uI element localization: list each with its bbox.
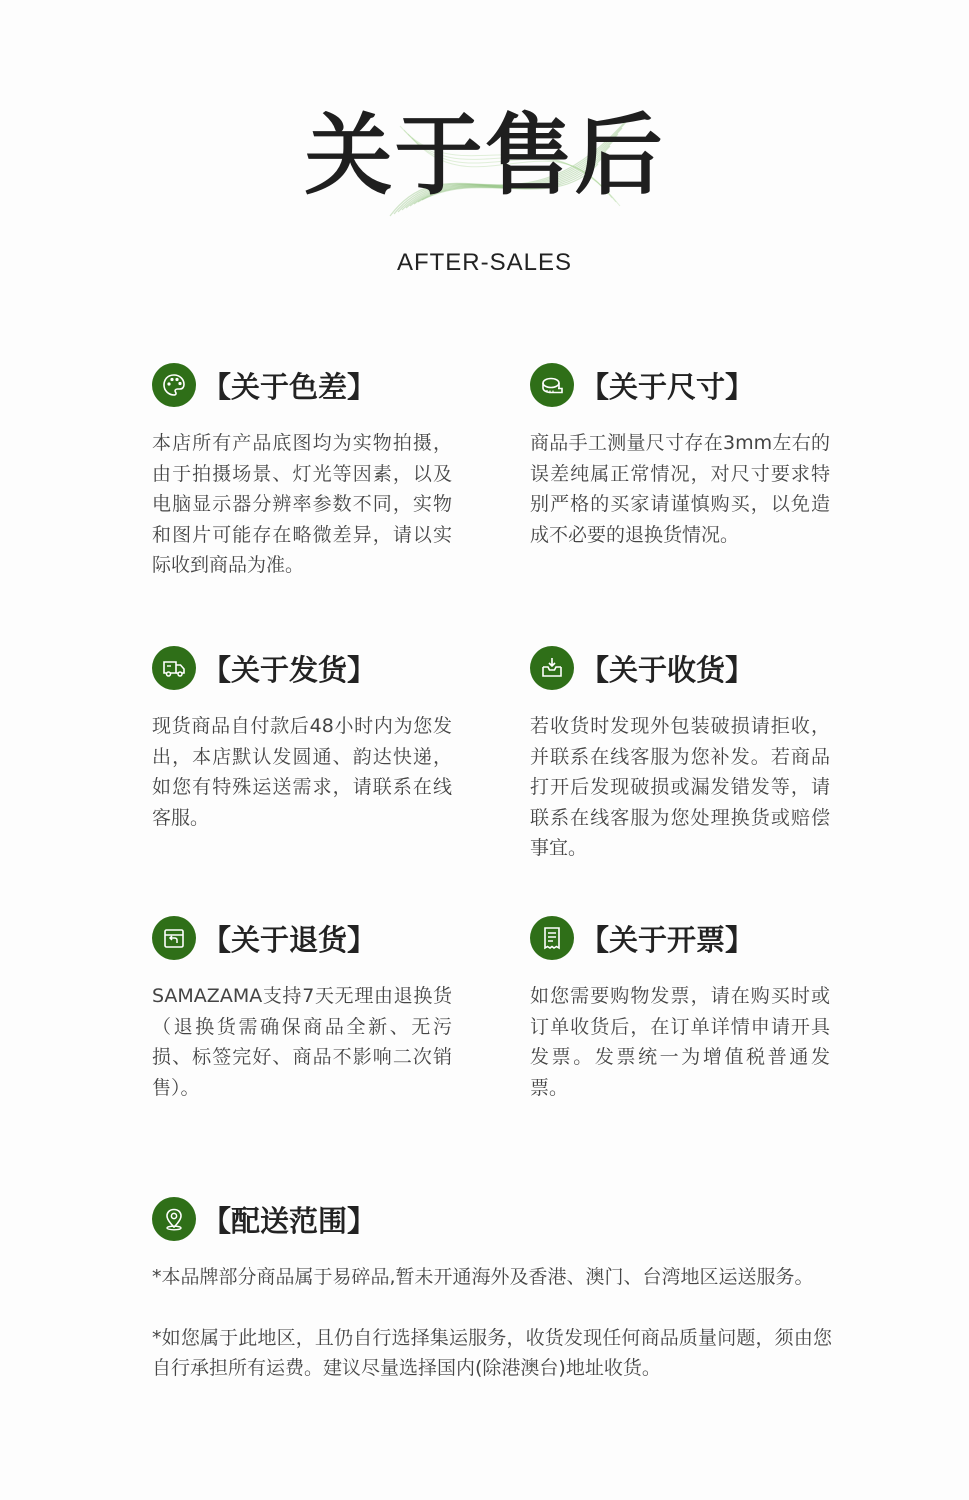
section-body: [530, 428, 830, 550]
section-text: 现货商品自付款后48小时内为您发出，本店默认发圆通、韵达快递，如您有特殊运送需求，请联系在线客服。: [152, 715, 452, 829]
section-size: [530, 362, 830, 550]
section-header: [152, 1196, 832, 1242]
section-title: 【配送范围】: [202, 1203, 377, 1238]
section-body: [530, 981, 830, 1103]
page-title: 关于售后: [304, 104, 665, 207]
palette-icon: [152, 363, 196, 407]
section-returns: [152, 915, 452, 1103]
section-title: 【关于开票】: [580, 922, 755, 957]
section-color-difference: [152, 362, 452, 581]
delivery-note: *本品牌部分商品属于易碎品,暂未开通海外及香港、澳门、台湾地区运送服务。: [152, 1266, 814, 1288]
return-box-icon: [152, 916, 196, 960]
invoice-icon: [530, 916, 574, 960]
section-header: [152, 645, 452, 691]
section-header: [152, 362, 452, 408]
section-text: SAMAZAMA支持7天无理由退换货（退换货需确保商品全新、无污损、标签完好、商品不影响二次销售）。: [152, 985, 452, 1099]
section-text: 如您需要购物发票，请在购买时或订单收货后，在订单详情申请开具发票。发票统一为增值税普通发票。: [530, 985, 830, 1099]
section-body: [152, 981, 452, 1103]
section-title: 【关于发货】: [202, 652, 377, 687]
section-text: 商品手工测量尺寸存在3mm左右的误差纯属正常情况，对尺寸要求特别严格的买家请谨慎购买，以免造成不必要的退换货情况。: [530, 432, 830, 546]
section-header: [530, 915, 830, 961]
page-subtitle: AFTER-SALES: [396, 249, 573, 276]
section-text: 本店所有产品底图均为实物拍摄，由于拍摄场景、灯光等因素，以及电脑显示器分辨率参数不同，实物和图片可能存在略微差异，请以实际收到商品为准。: [152, 432, 452, 576]
section-title: 【关于退货】: [202, 922, 377, 957]
section-body: [152, 428, 452, 581]
tape-measure-icon: [530, 363, 574, 407]
section-delivery-range: [152, 1196, 832, 1384]
header: [0, 0, 969, 300]
section-header: [530, 645, 830, 691]
section-text: 若收货时发现外包装破损请拒收，并联系在线客服为您补发。若商品打开后发现破损或漏发错发等，请联系在线客服为您处理换货或赔偿事宜。: [530, 715, 830, 859]
section-invoice: [530, 915, 830, 1103]
section-body: [530, 711, 830, 864]
section-receiving: [530, 645, 830, 864]
section-shipping: [152, 645, 452, 833]
section-title: 【关于尺寸】: [580, 369, 755, 404]
section-title: 【关于色差】: [202, 369, 377, 404]
section-header: [530, 362, 830, 408]
section-header: [152, 915, 452, 961]
section-body: [152, 711, 452, 833]
section-body: [152, 1262, 832, 1384]
delivery-note: *如您属于此地区，且仍自行选择集运服务，收货发现任何商品质量问题，须由您自行承担所有运费。建议尽量选择国内(除港澳台)地址收货。: [152, 1326, 832, 1379]
receive-box-icon: [530, 646, 574, 690]
location-pin-icon: [152, 1197, 196, 1241]
delivery-truck-icon: [152, 646, 196, 690]
section-title: 【关于收货】: [580, 652, 755, 687]
